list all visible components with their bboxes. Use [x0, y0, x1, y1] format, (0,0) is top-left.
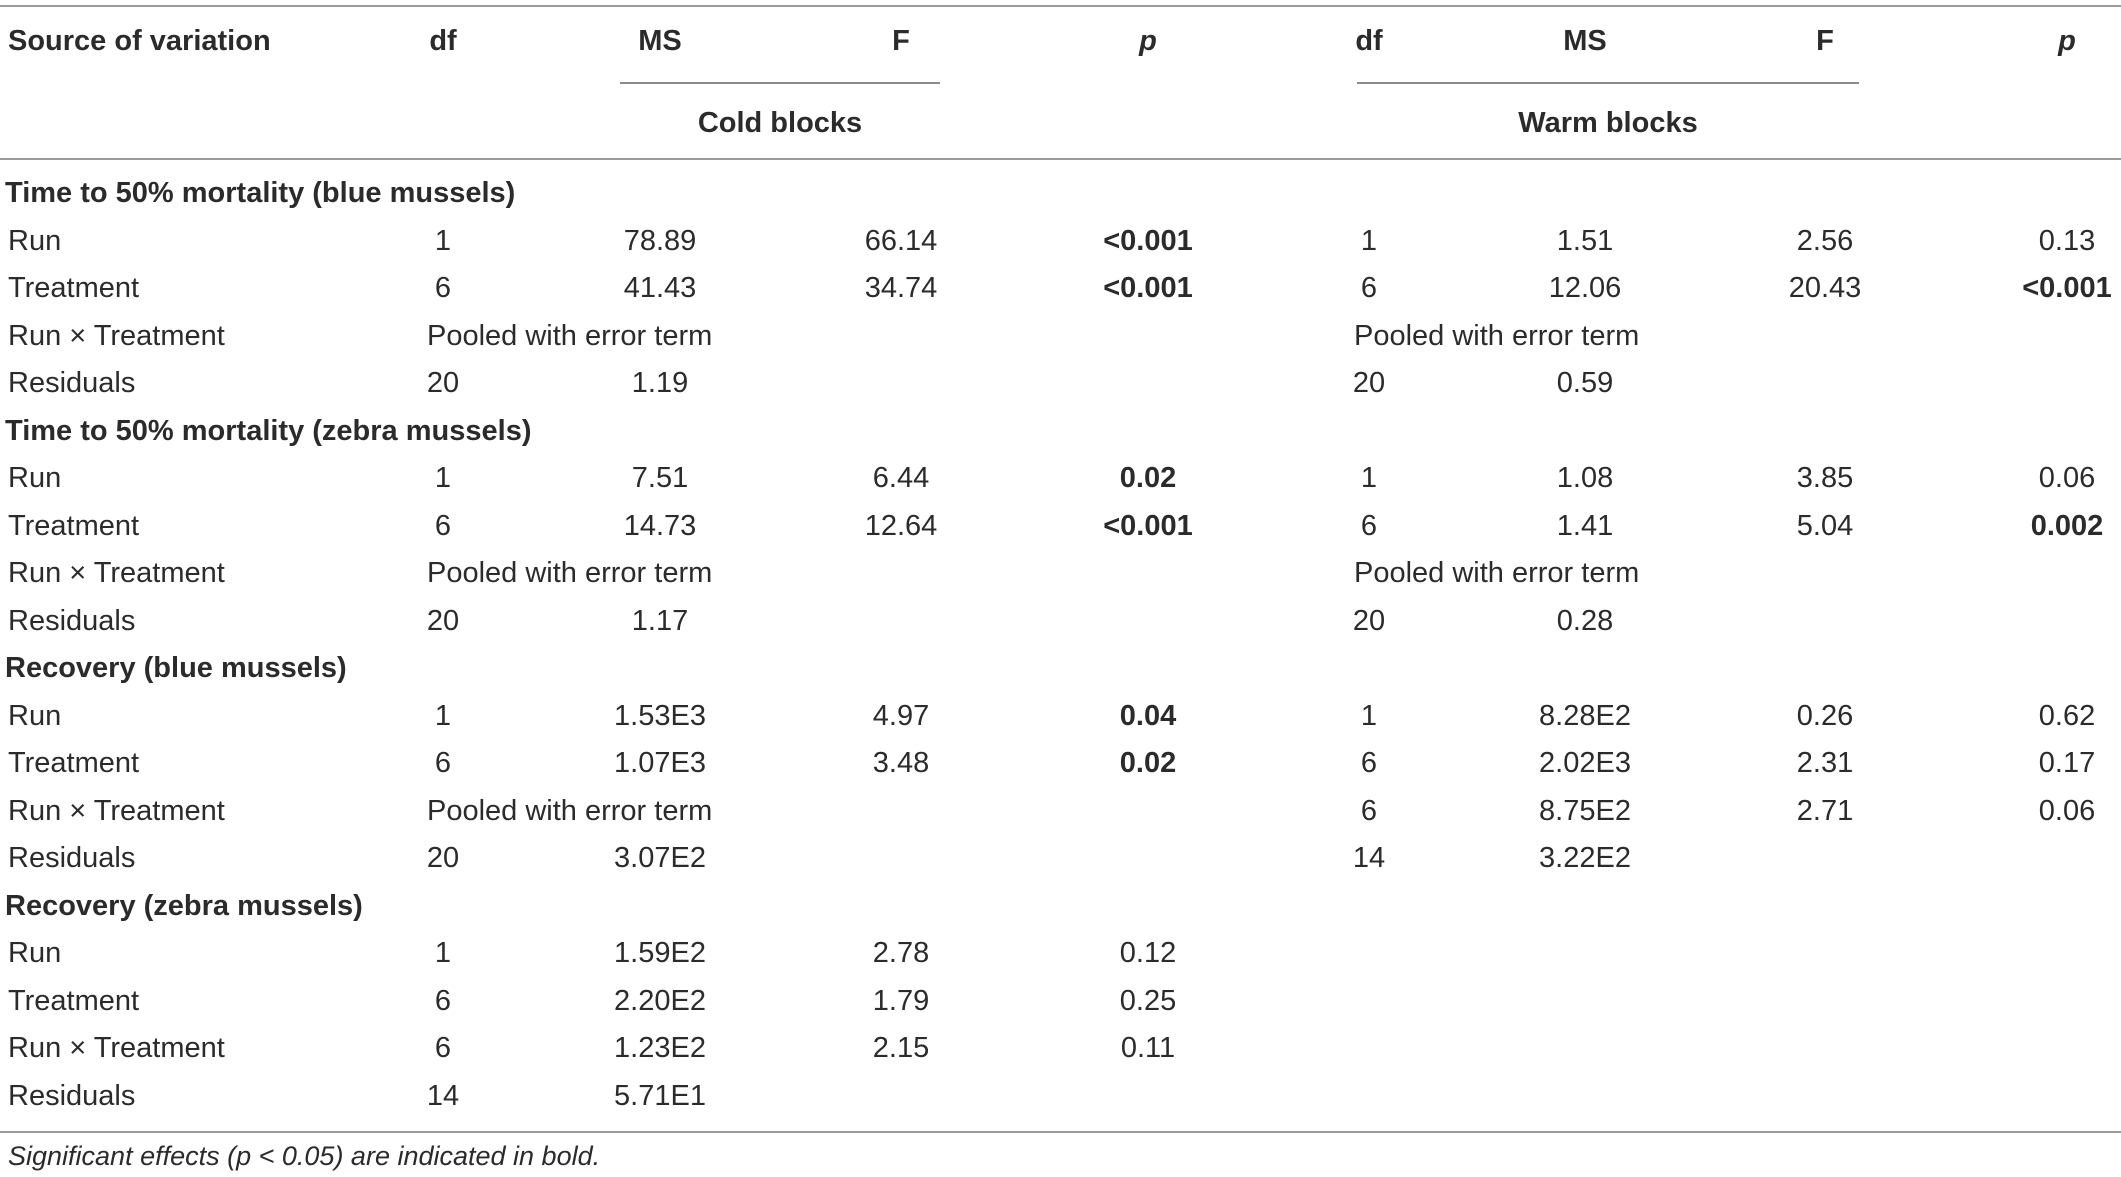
warm-df-cell: 1	[1360, 224, 1378, 257]
warm-pooled-note: Pooled with error term	[1354, 557, 1640, 589]
warm-df-cell: 14	[1352, 842, 1386, 874]
warm-f-cell: 2.56	[1796, 224, 1854, 257]
section-title: Recovery (blue mussels)	[5, 652, 347, 684]
warm-df-cell: 6	[1360, 272, 1378, 304]
cold-f-cell: 2.78	[872, 937, 930, 969]
warm-f-cell: 2.31	[1796, 747, 1854, 779]
row-label: Treatment	[8, 509, 140, 542]
warm-f-cell: 2.71	[1796, 794, 1854, 827]
row-label: Residuals	[8, 367, 136, 399]
header-p-warm: p	[2058, 25, 2076, 57]
cold-f-cell: 12.64	[864, 509, 938, 542]
row-label: Run	[8, 937, 62, 969]
warm-f-cell: 5.04	[1796, 509, 1854, 542]
header-p-cold: p	[1139, 25, 1157, 57]
cold-ms-cell: 41.43	[623, 272, 697, 304]
cold-p-cell: 0.25	[1119, 984, 1177, 1017]
cold-df-cell: 6	[434, 984, 452, 1017]
row-label: Run × Treatment	[8, 1032, 225, 1064]
warm-pooled-note: Pooled with error term	[1354, 319, 1640, 352]
warm-ms-cell: 0.59	[1556, 367, 1614, 399]
cold-df-cell: 1	[434, 699, 452, 732]
warm-df-cell: 6	[1360, 509, 1378, 542]
row-label: Run × Treatment	[8, 557, 225, 589]
cold-p-cell: <0.001	[1103, 224, 1193, 257]
cold-ms-cell: 78.89	[623, 224, 697, 257]
cold-ms-cell: 1.59E2	[614, 937, 706, 969]
cold-ms-cell: 1.17	[631, 604, 689, 637]
group-label-cold: Cold blocks	[697, 107, 863, 139]
cold-pooled-note: Pooled with error term	[427, 319, 713, 352]
warm-f-cell: 3.85	[1796, 462, 1854, 494]
warm-p-cell: 0.17	[2038, 747, 2096, 779]
warm-p-cell: <0.001	[2022, 272, 2112, 304]
warm-ms-cell: 1.08	[1556, 462, 1614, 494]
cold-df-cell: 6	[434, 747, 452, 779]
cold-ms-cell: 1.07E3	[614, 747, 706, 779]
cold-p-cell: 0.04	[1119, 699, 1177, 732]
warm-df-cell: 6	[1360, 747, 1378, 779]
warm-f-cell: 0.26	[1796, 699, 1854, 732]
cold-p-cell: 0.12	[1119, 937, 1177, 969]
warm-df-cell: 20	[1352, 367, 1386, 399]
footnote: Significant effects (p < 0.05) are indicated in bold.	[8, 1141, 601, 1171]
row-label: Residuals	[8, 604, 136, 637]
warm-p-cell: 0.06	[2038, 462, 2096, 494]
section-title: Recovery (zebra mussels)	[5, 889, 363, 922]
warm-ms-cell: 2.02E3	[1539, 747, 1631, 779]
cold-pooled-note: Pooled with error term	[427, 794, 713, 827]
warm-group-underline	[1357, 82, 1859, 84]
warm-df-cell: 1	[1360, 699, 1378, 732]
cold-ms-cell: 3.07E2	[614, 842, 706, 874]
cold-df-cell: 1	[434, 937, 452, 969]
cold-f-cell: 2.15	[872, 1032, 930, 1064]
cold-f-cell: 3.48	[872, 747, 930, 779]
cold-df-cell: 6	[434, 272, 452, 304]
warm-ms-cell: 1.51	[1556, 224, 1614, 257]
cold-df-cell: 20	[426, 842, 460, 874]
cold-df-cell: 6	[434, 509, 452, 542]
header-df-warm: df	[1355, 25, 1383, 57]
header-source-of-variation: Source of variation	[8, 25, 271, 57]
row-label: Treatment	[8, 747, 140, 779]
header-f-warm: F	[1816, 25, 1834, 57]
cold-ms-cell: 7.51	[631, 462, 689, 494]
top-rule	[0, 5, 2121, 7]
row-label: Residuals	[8, 1079, 136, 1112]
warm-ms-cell: 8.75E2	[1539, 794, 1631, 827]
row-label: Run	[8, 224, 62, 257]
warm-ms-cell: 1.41	[1556, 509, 1614, 542]
cold-ms-cell: 1.19	[631, 367, 689, 399]
cold-f-cell: 6.44	[872, 462, 930, 494]
warm-p-cell: 0.13	[2038, 224, 2096, 257]
cold-df-cell: 14	[426, 1079, 460, 1112]
cold-df-cell: 1	[434, 224, 452, 257]
cold-f-cell: 34.74	[864, 272, 938, 304]
cold-ms-cell: 1.53E3	[614, 699, 706, 732]
warm-ms-cell: 12.06	[1548, 272, 1622, 304]
cold-p-cell: 0.02	[1119, 747, 1177, 779]
cold-df-cell: 20	[426, 367, 460, 399]
row-label: Run × Treatment	[8, 319, 225, 352]
cold-f-cell: 4.97	[872, 699, 930, 732]
warm-df-cell: 20	[1352, 604, 1386, 637]
cold-ms-cell: 2.20E2	[614, 984, 706, 1017]
row-label: Run × Treatment	[8, 794, 225, 827]
row-label: Treatment	[8, 272, 140, 304]
warm-df-cell: 6	[1360, 794, 1378, 827]
header-ms-warm: MS	[1563, 25, 1607, 57]
group-label-warm: Warm blocks	[1518, 107, 1698, 139]
header-bottom-rule	[0, 158, 2121, 160]
cold-f-cell: 66.14	[864, 224, 938, 257]
cold-ms-cell: 14.73	[623, 509, 697, 542]
row-label: Run	[8, 462, 62, 494]
cold-p-cell: 0.11	[1120, 1032, 1176, 1064]
section-title: Time to 50% mortality (blue mussels)	[5, 177, 516, 209]
warm-ms-cell: 8.28E2	[1539, 699, 1631, 732]
cold-pooled-note: Pooled with error term	[427, 557, 713, 589]
cold-group-underline	[620, 82, 940, 84]
header-f-cold: F	[892, 25, 910, 57]
cold-p-cell: 0.02	[1119, 462, 1177, 494]
header-df-cold: df	[429, 25, 457, 57]
row-label: Residuals	[8, 842, 136, 874]
cold-df-cell: 6	[434, 1032, 452, 1064]
cold-f-cell: 1.79	[872, 984, 930, 1017]
warm-ms-cell: 0.28	[1556, 604, 1614, 637]
row-label: Treatment	[8, 984, 140, 1017]
cold-ms-cell: 1.23E2	[614, 1032, 706, 1064]
cold-p-cell: <0.001	[1103, 272, 1193, 304]
warm-f-cell: 20.43	[1788, 272, 1862, 304]
warm-p-cell: 0.002	[2030, 509, 2104, 542]
warm-p-cell: 0.62	[2038, 699, 2096, 732]
warm-df-cell: 1	[1360, 462, 1378, 494]
section-title: Time to 50% mortality (zebra mussels)	[5, 414, 532, 447]
warm-p-cell: 0.06	[2038, 794, 2096, 827]
cold-df-cell: 1	[434, 462, 452, 494]
row-label: Run	[8, 699, 62, 732]
bottom-rule	[0, 1131, 2121, 1133]
cold-df-cell: 20	[426, 604, 460, 637]
warm-ms-cell: 3.22E2	[1539, 842, 1631, 874]
cold-ms-cell: 5.71E1	[614, 1079, 706, 1112]
header-ms-cold: MS	[638, 25, 682, 57]
cold-p-cell: <0.001	[1103, 509, 1193, 542]
